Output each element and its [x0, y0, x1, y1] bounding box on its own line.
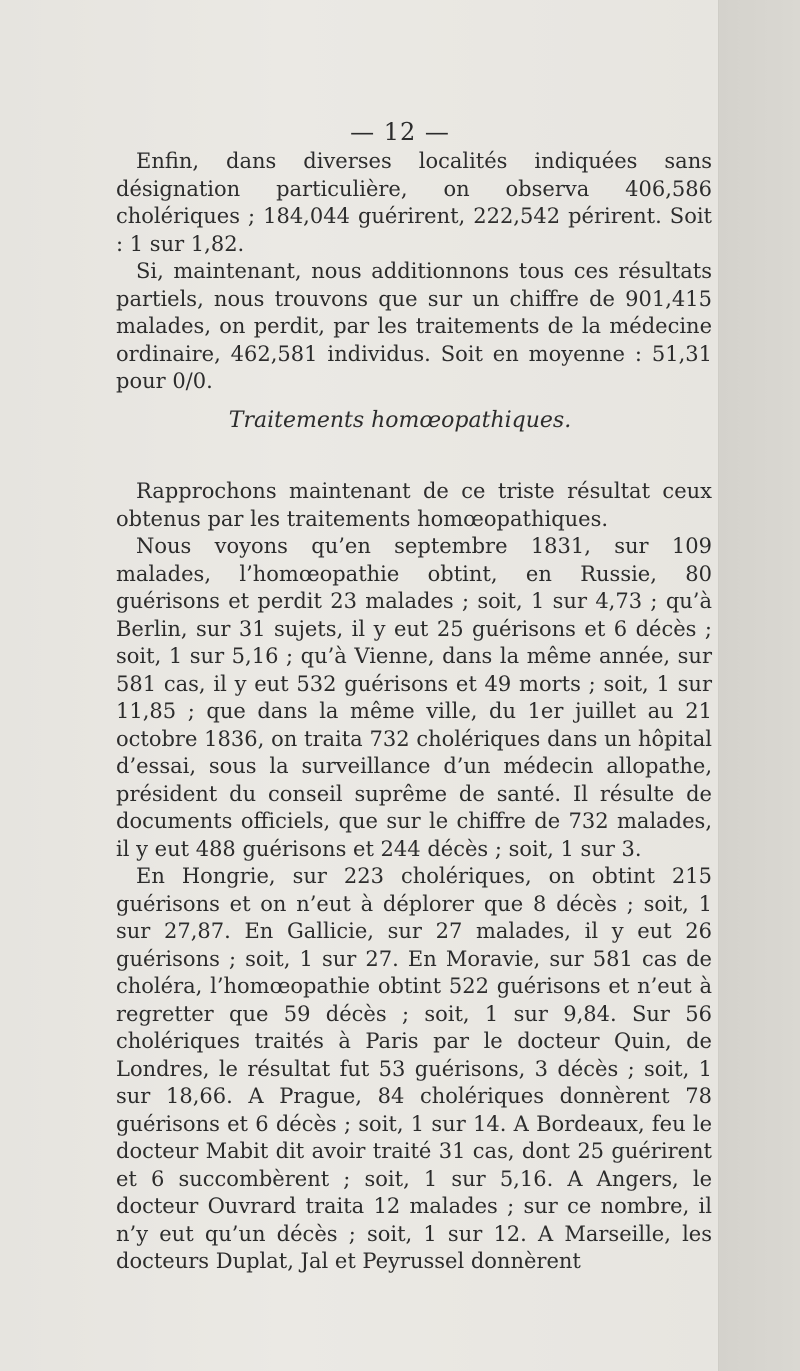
page-edge	[718, 0, 800, 1371]
paragraph: Rapprochons maintenant de ce triste résultat ceux obtenus par les traitements homœopathiques.	[116, 479, 712, 531]
page-number: — 12 —	[350, 118, 450, 146]
paragraph: Nous voyons qu’en septembre 1831, sur 109 malades, l’homœopathie obtint, en Russie, 80 guérisons et perdit 23 malades ; soit, 1 sur 4,73 ; qu’à Berlin, sur 31 sujets, il y eut 25 guérisons et 6 décès ; soit, 1 sur 5,16 ; qu’à Vienne, dans la même année, sur 581 cas, il y eut 532 guérisons et 49 morts ; soit, 1 sur 11,85 ; que dans la même ville, du 1er juillet au 21 octobre 1836, on traita 732 cholériques dans un hôpital d’essai, sous la surveillance d’un médecin allopathe, président du conseil suprême de santé. Il résulte de documents officiels, que sur le chiffre de 732 malades, il y eut 488 guérisons et 244 décès ; soit, 1 sur 3.	[116, 534, 712, 861]
paragraph: En Hongrie, sur 223 cholériques, on obtint 215 guérisons et on n’eut à déplorer que 8 décès ; soit, 1 sur 27,87. En Gallicie, sur 27 malades, il y eut 26 guérisons ; soit, 1 sur 27. En Moravie, sur 581 cas de choléra, l’homœopathie obtint 522 guérisons et n’eut à regretter que 59 décès ; soit, 1 sur 9,84. Sur 56 cholériques traités à Paris par le docteur Quin, de Londres, le résultat fut 53 guérisons, 3 décès ; soit, 1 sur 18,66. A Prague, 84 cholériques donnèrent 78 guérisons et 6 décès ; soit, 1 sur 14. A Bordeaux, feu le docteur Mabit dit avoir traité 31 cas, dont 25 guérirent et 6 succombèrent ; soit, 1 sur 5,16. A Angers, le docteur Ouvrard traita 12 malades ; sur ce nombre, il n’y eut qu’un décès ; soit, 1 sur 12. A Marseille, les docteurs Duplat, Jal et Peyrussel donnèrent	[116, 864, 712, 1273]
paragraph: Enfin, dans diverses localités indiquées sans désignation particulière, on observa 406,586 cholériques ; 184,044 guérirent, 222,542 périrent. Soit : 1 sur 1,82.	[116, 149, 712, 256]
text-block-before	[116, 148, 712, 396]
paragraph: Si, maintenant, nous additionnons tous ces résultats partiels, nous trouvons que sur un chiffre de 901,415 malades, on perdit, par les traitements de la médecine ordinaire, 462,581 individus. Soit en moyenne : 51,31 pour 0/0.	[116, 259, 712, 393]
text-block-after	[116, 478, 712, 1276]
section-title: Traitements homœopathiques.	[228, 408, 572, 433]
